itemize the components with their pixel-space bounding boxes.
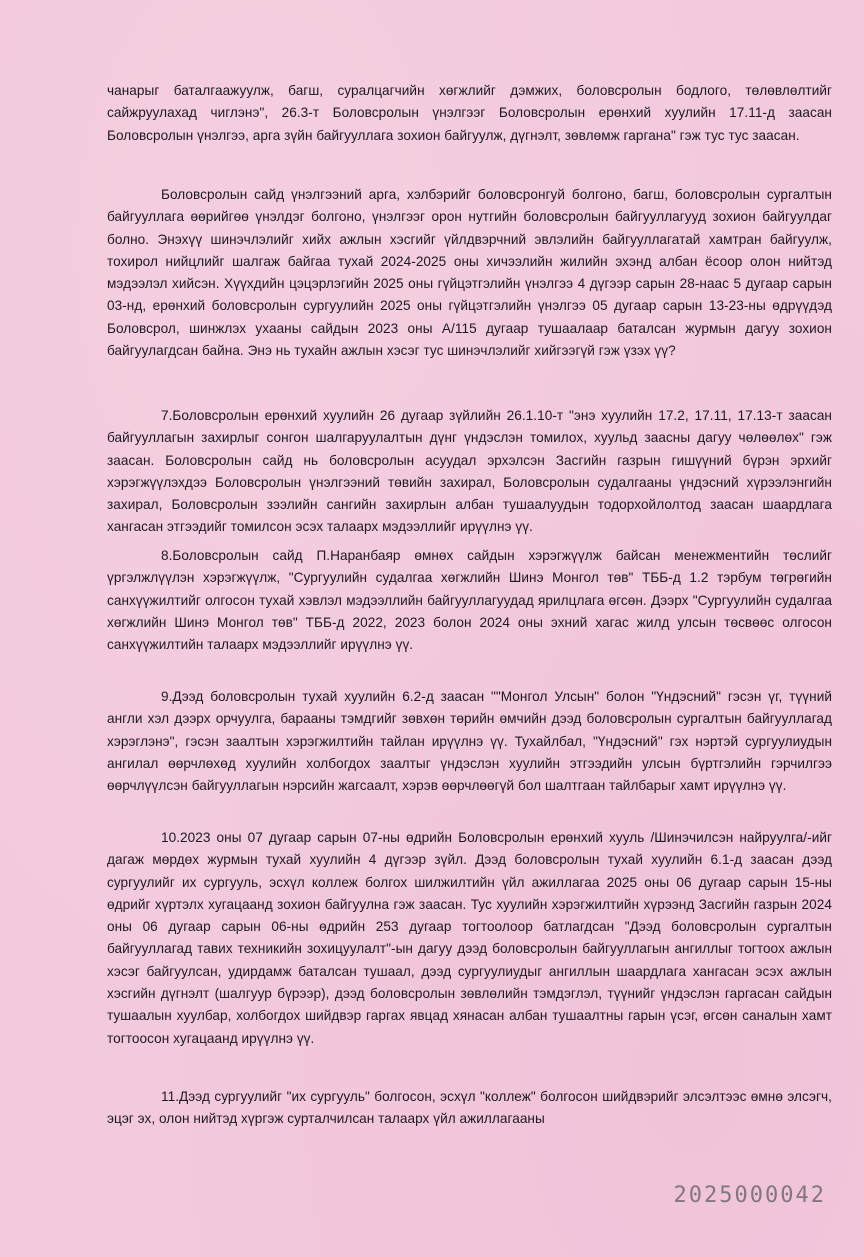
paragraph-continuation: [107, 80, 832, 147]
paragraph-text: 8.Боловсролын сайд П.Наранбаяр өмнөх сайдын хэрэгжүүлж байсан менежментийн төслийг үргэлжлүүлэн хэрэгжүүлж, "Сургуулийн судалгаа хөгжлийн Шинэ Монгол төв" ТББ-д 1.2 тэрбум төгрөгийн санхүүжилтийг олгосон тухай хэвлэл мэдээллийн байгууллагуудад ярилцлага өгсөн. Дээрх "Сургуулийн судалгаа хөгжлийн Шинэ Монгол төв" ТББ-д 2022, 2023 болон 2024 оны эхний хагас жилд улсын төсвөөс олгосон санхүүжилтийн талаарх мэдээллийг ирүүлнэ үү.: [107, 548, 832, 653]
paragraph-text: чанарыг баталгаажуулж, багш, суралцагчийн хөгжлийг дэмжих, боловсролын бодлого, төлөвлөлтийг сайжруулахад чиглэнэ", 26.3-т Боловсролын үнэлгээг Боловсролын ерөнхий хуулийн 17.11-д заасан Боловсролын үнэлгээ, арга зүйн байгууллага зохион байгуулж, дүгнэлт, зөвлөмж гаргана" гэж тус тус заасан.: [107, 83, 832, 143]
paragraph-text: 11.Дээд сургуулийг "их сургууль" болгосон, эсхүл "коллеж" болгосон шийдвэрийг элсэлтээс өмнө элсэгч, эцэг эх, олон нийтэд хүргэж сурталчилсан талаарх үйл ажиллагааны: [107, 1089, 832, 1127]
paragraph-item-9: [107, 686, 832, 797]
stamp-number: 2025000042: [673, 1183, 826, 1208]
paragraph-item-8: [107, 545, 832, 656]
paragraph-text: 9.Дээд боловсролын тухай хуулийн 6.2-д заасан ""Монгол Улсын" болон "Үндэсний" гэсэн үг, түүний англи хэл дээрх орчуулга, барааны тэмдгийг зөвхөн төрийн өмчийн дээд боловсролын сургалтын байгууллагад хэрэглэнэ", гэсэн заалтын хэрэгжилтийн тайлан ирүүлнэ үү. Тухайлбал, "Үндэсний" гэх нэртэй сургуулиудын ангилал өөрчлөхөд хуулийн холбогдох заалтыг үндэслэн хуулийн этгээдийн улсын бүртгэлийн гэрчилгээ өөрчлүүлсэн байгууллагын нэрсийн жагсаалт, хэрэв өөрчлөөгүй бол шалтгаан тайлбарыг хамт ирүүлнэ үү.: [107, 689, 832, 794]
paragraph-text: 7.Боловсролын ерөнхий хуулийн 26 дугаар зүйлийн 26.1.10-т "энэ хуулийн 17.2, 17.11, 17.13-т заасан байгууллагын захирлыг сонгон шалгаруулалтын дүнг үндэслэн томилох, хуульд заасны дагуу чөлөөлөх" гэж заасан. Боловсролын сайд нь боловсролын асуудал эрхэлсэн Засгийн газрын гишүүний бүрэн эрхийг хэрэгжүүлэхдээ Боловсролын үнэлгээний төвийн захирал, Боловсролын судалгааны үндэсний хүрээлэнгийн захирал, Боловсролын зээлийн сангийн захирлын албан тушаалуудын тодорхойлолтод заасан шаардлага хангасан этгээдийг томилсон эсэх талаарх мэдээллийг ирүүлнэ үү.: [107, 408, 832, 535]
paragraph-item-11: [107, 1086, 832, 1131]
paragraph-assessment-reform: [107, 184, 832, 362]
paragraph-text: 10.2023 оны 07 дугаар сарын 07-ны өдрийн Боловсролын ерөнхий хууль /Шинэчилсэн найруулга/-ийг дагаж мөрдөх журмын тухай хуулийн 4 дүгээр зүйл. Дээд боловсролын тухай хуулийн 6.1-д заасан дээд сургуулийг их сургууль, эсхүл коллеж болгох шилжилтийн үйл ажиллагаа 2025 оны 06 дугаар сарын 15-ны өдрийг хүртэлх хугацаанд зохион байгуулна гэж заасан. Тус хуулийн хэрэгжилтийн хүрээнд Засгийн газрын 2024 оны 06 дугаар сарын 06-ны өдрийн 253 дугаар тогтоолоор батлагдсан "Дээд боловсролын сургалтын байгууллагад тавих техникийн зохицуулалт"-ын дагуу дээд боловсролын байгууллагын ангиллыг тогтоох ажлын хэсэг байгуулсан, удирдамж баталсан тушаал, дээд сургуулиудыг ангиллын шаардлага хангасан эсэх ажлын хэсгийн дүгнэлт (шалгуур бүрээр), дээд боловсролын зөвлөлийн тэмдэглэл, түүнийг үндэслэн гаргасан сайдын тушаалын хуулбар, холбогдох шийдвэр гаргах явцад хянасан албан тушаалтны гарын үсэг, өгсөн саналын хамт тогтоосон хугацаанд ирүүлнэ үү.: [107, 830, 832, 1046]
paragraph-text: Боловсролын сайд үнэлгээний арга, хэлбэрийг боловсронгуй болгоно, багш, боловсролын сургалтын байгууллага өөрийгөө үнэлдэг болгоно, үнэлгээг орон нутгийн боловсролын байгууллагууд зохион байгуулдаг болно. Энэхүү шинэчлэлийг хийх ажлын хэсгийг үйлдвэрчний эвлэлийн байгууллагатай хамтран байгуулж, тохирол нийцлийг шалгаж байгаа тухай 2024-2025 оны хичээлийн жилийн эхэнд албан ёсоор олон нийтэд мэдээлэл хийсэн. Хүүхдийн цэцэрлэгийн 2025 оны гүйцэтгэлийн үнэлгээ 4 дүгээр сарын 28-наас 5 дугаар сарын 03-нд, ерөнхий боловсролын сургуулийн 2025 оны гүйцэтгэлийн үнэлгээ 05 дугаар сарын 13-23-ны өдрүүдэд Боловсрол, шинжлэх ухааны сайдын 2023 оны А/115 дугаар тушаалаар баталсан журмын дагуу зохион байгуулагдсан байна. Энэ нь тухайн ажлын хэсэг тус шинэчлэлийг хийгээгүй гэж үзэх үү?: [107, 187, 832, 359]
paragraph-item-10: [107, 827, 832, 1050]
paragraph-item-7: [107, 405, 832, 539]
